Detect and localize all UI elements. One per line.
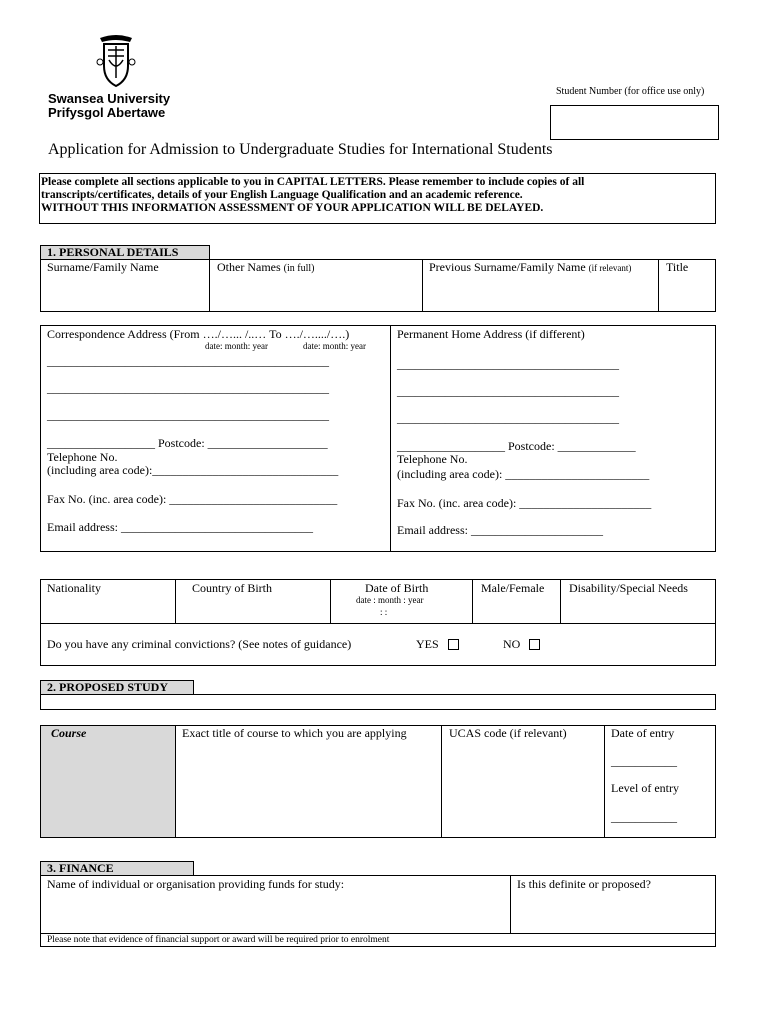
dob-hint: date : month : year [356,595,424,605]
other-names-field[interactable] [210,276,421,311]
date-of-entry-field[interactable]: ___________ [611,754,677,768]
university-crest [92,32,140,88]
course-label: Course [51,726,87,740]
course-label-cell [41,726,175,837]
no-checkbox[interactable] [529,639,540,650]
perm-address-line2[interactable]: _____________________________________ [397,384,619,398]
student-number-label: Student Number (for office use only) [556,86,705,97]
yes-label: YES [416,637,439,651]
male-female-label: Male/Female [481,581,545,595]
other-names-label [217,260,314,276]
other-names-note: (in full) [283,263,315,274]
perm-area-code[interactable]: (including area code): ________________________ [397,467,650,481]
ucas-code-label: UCAS code (if relevant) [449,726,567,740]
title-label: Title [666,260,689,274]
nationality-label: Nationality [47,581,101,595]
country-of-birth-label: Country of Birth [192,581,272,595]
no-label: NO [503,637,521,651]
ucas-code-field[interactable] [442,742,603,837]
student-number-field[interactable] [550,105,719,140]
previous-surname-note: (if relevant) [588,263,632,273]
yes-checkbox[interactable] [448,639,459,650]
course-title-field[interactable] [176,742,440,837]
disability-label: Disability/Special Needs [569,581,688,595]
corr-fax[interactable]: Fax No. (inc. area code): ____________________________ [47,492,338,506]
perm-email[interactable]: Email address: ______________________ [397,523,603,537]
perm-postcode[interactable]: __________________ Postcode: _____________ [397,439,636,453]
funds-provider-field[interactable] [41,892,509,932]
corr-postcode[interactable]: __________________ Postcode: ____________________ [47,436,328,450]
corr-date-hint-from: date: month: year [205,341,268,351]
title-field[interactable] [659,276,715,311]
correspondence-address-label: Correspondence Address (From …./…... /..… To …./…..../….) [47,327,350,341]
previous-surname-text: Previous Surname/Family Name [429,260,586,274]
no-option[interactable] [503,637,540,651]
exact-title-label: Exact title of course to which you are applying [182,726,407,740]
level-of-entry-label: Level of entry [611,781,679,795]
perm-address-line1[interactable]: _____________________________________ [397,357,619,371]
surname-label: Surname/Family Name [47,260,159,274]
funds-provider-label: Name of individual or organisation providing funds for study: [47,877,345,891]
corr-telephone-label: Telephone No. [47,450,118,464]
university-name: Swansea University [48,91,171,106]
section-heading-personal-details: 1. PERSONAL DETAILS [40,245,210,260]
corr-address-line1[interactable]: _______________________________________________ [47,354,329,368]
corr-address-line2[interactable]: _______________________________________________ [47,381,329,395]
date-of-entry-label: Date of entry [611,726,675,740]
definite-or-proposed-label: Is this definite or proposed? [517,877,651,891]
section-heading-proposed-study: 2. PROPOSED STUDY [40,680,194,695]
perm-telephone-label: Telephone No. [397,452,468,466]
corr-area-code[interactable]: (including area code):_______________________________ [47,463,339,477]
finance-note: Please note that evidence of financial support or award will be required prior to enrolment [47,935,390,945]
page-title: Application for Admission to Undergraduate Studies for International Students [48,141,553,158]
permanent-address-label: Permanent Home Address (if different) [397,327,585,341]
corr-date-hint-to: date: month: year [303,341,366,351]
corr-email[interactable]: Email address: ________________________________ [47,520,313,534]
corr-address-line3[interactable]: _______________________________________________ [47,408,329,422]
level-of-entry-field[interactable]: ___________ [611,810,677,824]
definite-or-proposed-field[interactable] [511,892,715,932]
surname-field[interactable] [41,276,208,311]
previous-surname-label [429,260,631,275]
criminal-convictions-question: Do you have any criminal convictions? (See notes of guidance) [47,637,352,651]
perm-fax[interactable]: Fax No. (inc. area code): ______________________ [397,496,652,510]
instructions-line2: transcripts/certificates, details of your English Language Qualification and an academic reference. [41,189,523,201]
perm-address-line3[interactable]: _____________________________________ [397,411,619,425]
instructions-line1: Please complete all sections applicable to you in CAPITAL LETTERS. Please remember to include copies of all [41,176,585,188]
proposed-study-strip [40,694,716,710]
section-heading-finance: 3. FINANCE [40,861,194,876]
university-name-welsh: Prifysgol Abertawe [48,105,166,120]
other-names-text: Other Names [217,260,281,274]
date-of-birth-label: Date of Birth [365,581,429,595]
previous-surname-field[interactable] [423,276,657,311]
yes-option[interactable] [416,637,459,651]
instructions-line3: WITHOUT THIS INFORMATION ASSESSMENT OF YOUR APPLICATION WILL BE DELAYED. [41,202,544,214]
dob-field[interactable]: : : [380,607,388,617]
